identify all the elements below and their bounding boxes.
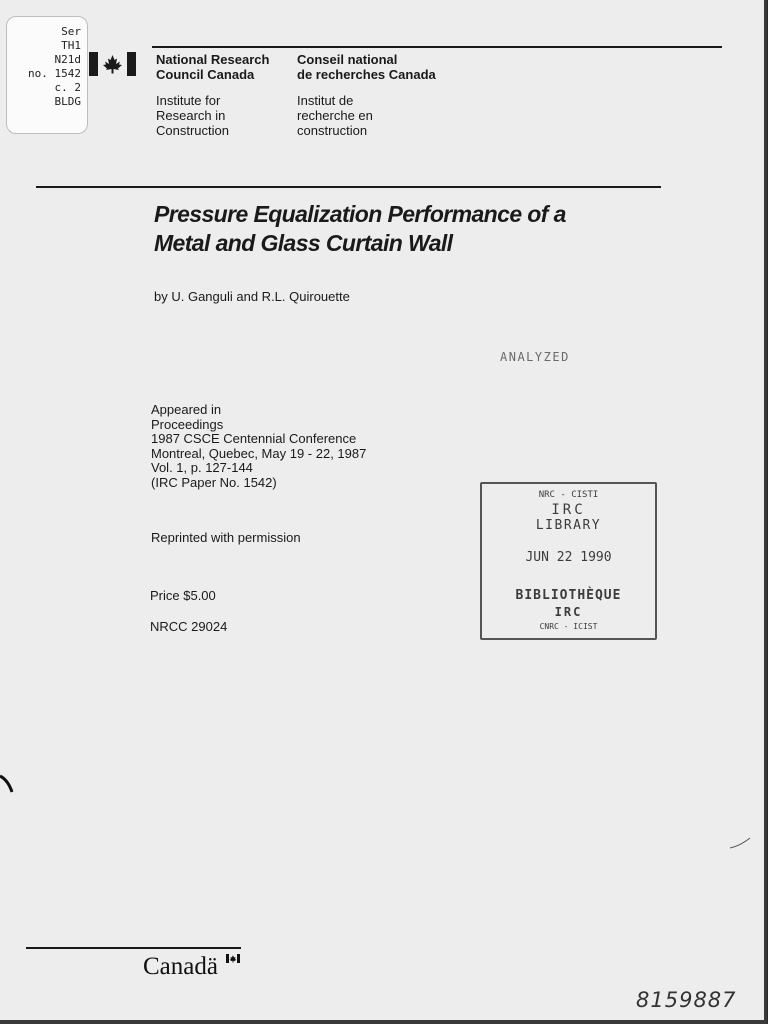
call-number-line: TH1 — [61, 39, 81, 52]
call-number-line: BLDG — [54, 95, 81, 108]
call-number-line: N21d — [54, 53, 81, 66]
institute-line: Research in — [156, 108, 226, 123]
stamp-line: IRC — [551, 502, 586, 518]
canada-wordmark-flag-icon — [226, 954, 240, 963]
stamp-line: IRC — [554, 605, 583, 619]
header-rule — [152, 46, 722, 48]
org-name-line: Council Canada — [156, 67, 255, 82]
price: Price $5.00 — [150, 588, 216, 603]
stamp-date: JUN 22 1990 — [525, 550, 612, 565]
canada-flag-icon — [89, 52, 136, 76]
institute-line: Institute for — [156, 93, 221, 108]
org-name-line: Conseil national — [297, 52, 398, 67]
org-name-english — [156, 52, 269, 82]
publication-line: Vol. 1, p. 127-144 — [151, 460, 253, 475]
stamp-line: NRC - CISTI — [538, 490, 599, 500]
title-rule — [36, 186, 661, 188]
stamp-line: BIBLIOTHÈQUE — [515, 588, 622, 603]
title-line: Pressure Equalization Performance of a — [154, 201, 566, 227]
call-number-line: Ser — [61, 25, 81, 38]
analyzed-stamp: ANALYZED — [500, 350, 570, 364]
publication-line: Appeared in — [151, 402, 222, 417]
nrcc-number: NRCC 29024 — [150, 619, 228, 634]
institute-line: recherche en — [297, 108, 373, 123]
institute-line: Construction — [156, 123, 229, 138]
publication-info — [151, 403, 366, 490]
call-number-label — [6, 16, 88, 134]
pencil-mark-icon — [728, 836, 752, 852]
stamp-line: CNRC - ICIST — [539, 622, 598, 631]
binding-mark-icon — [0, 774, 14, 794]
stamp-line: LIBRARY — [535, 518, 602, 533]
title-line: Metal and Glass Curtain Wall — [154, 230, 453, 256]
institute-name-french — [297, 93, 373, 138]
org-name-french — [297, 52, 436, 82]
call-number-line: no. 1542 — [28, 67, 81, 80]
publication-line: Montreal, Quebec, May 19 - 22, 1987 — [151, 445, 367, 461]
institute-line: construction — [297, 123, 368, 138]
paper-title — [154, 200, 714, 258]
org-name-line: de recherches Canada — [297, 67, 436, 82]
publication-line: Proceedings — [151, 416, 224, 432]
accession-number: 8159887 — [636, 988, 737, 1012]
institute-line: Institut de — [297, 93, 354, 108]
institute-name-english — [156, 93, 229, 138]
footer-rule — [26, 947, 241, 949]
publication-line: (IRC Paper No. 1542) — [151, 474, 277, 490]
library-stamp — [480, 482, 657, 640]
publication-line: 1987 CSCE Centennial Conference — [151, 431, 357, 446]
canada-wordmark: Canadä — [143, 953, 218, 980]
reprint-note: Reprinted with permission — [151, 530, 301, 545]
org-name-line: National Research — [156, 52, 270, 67]
authors: by U. Ganguli and R.L. Quirouette — [154, 289, 350, 304]
call-number-line: c. 2 — [54, 81, 81, 94]
